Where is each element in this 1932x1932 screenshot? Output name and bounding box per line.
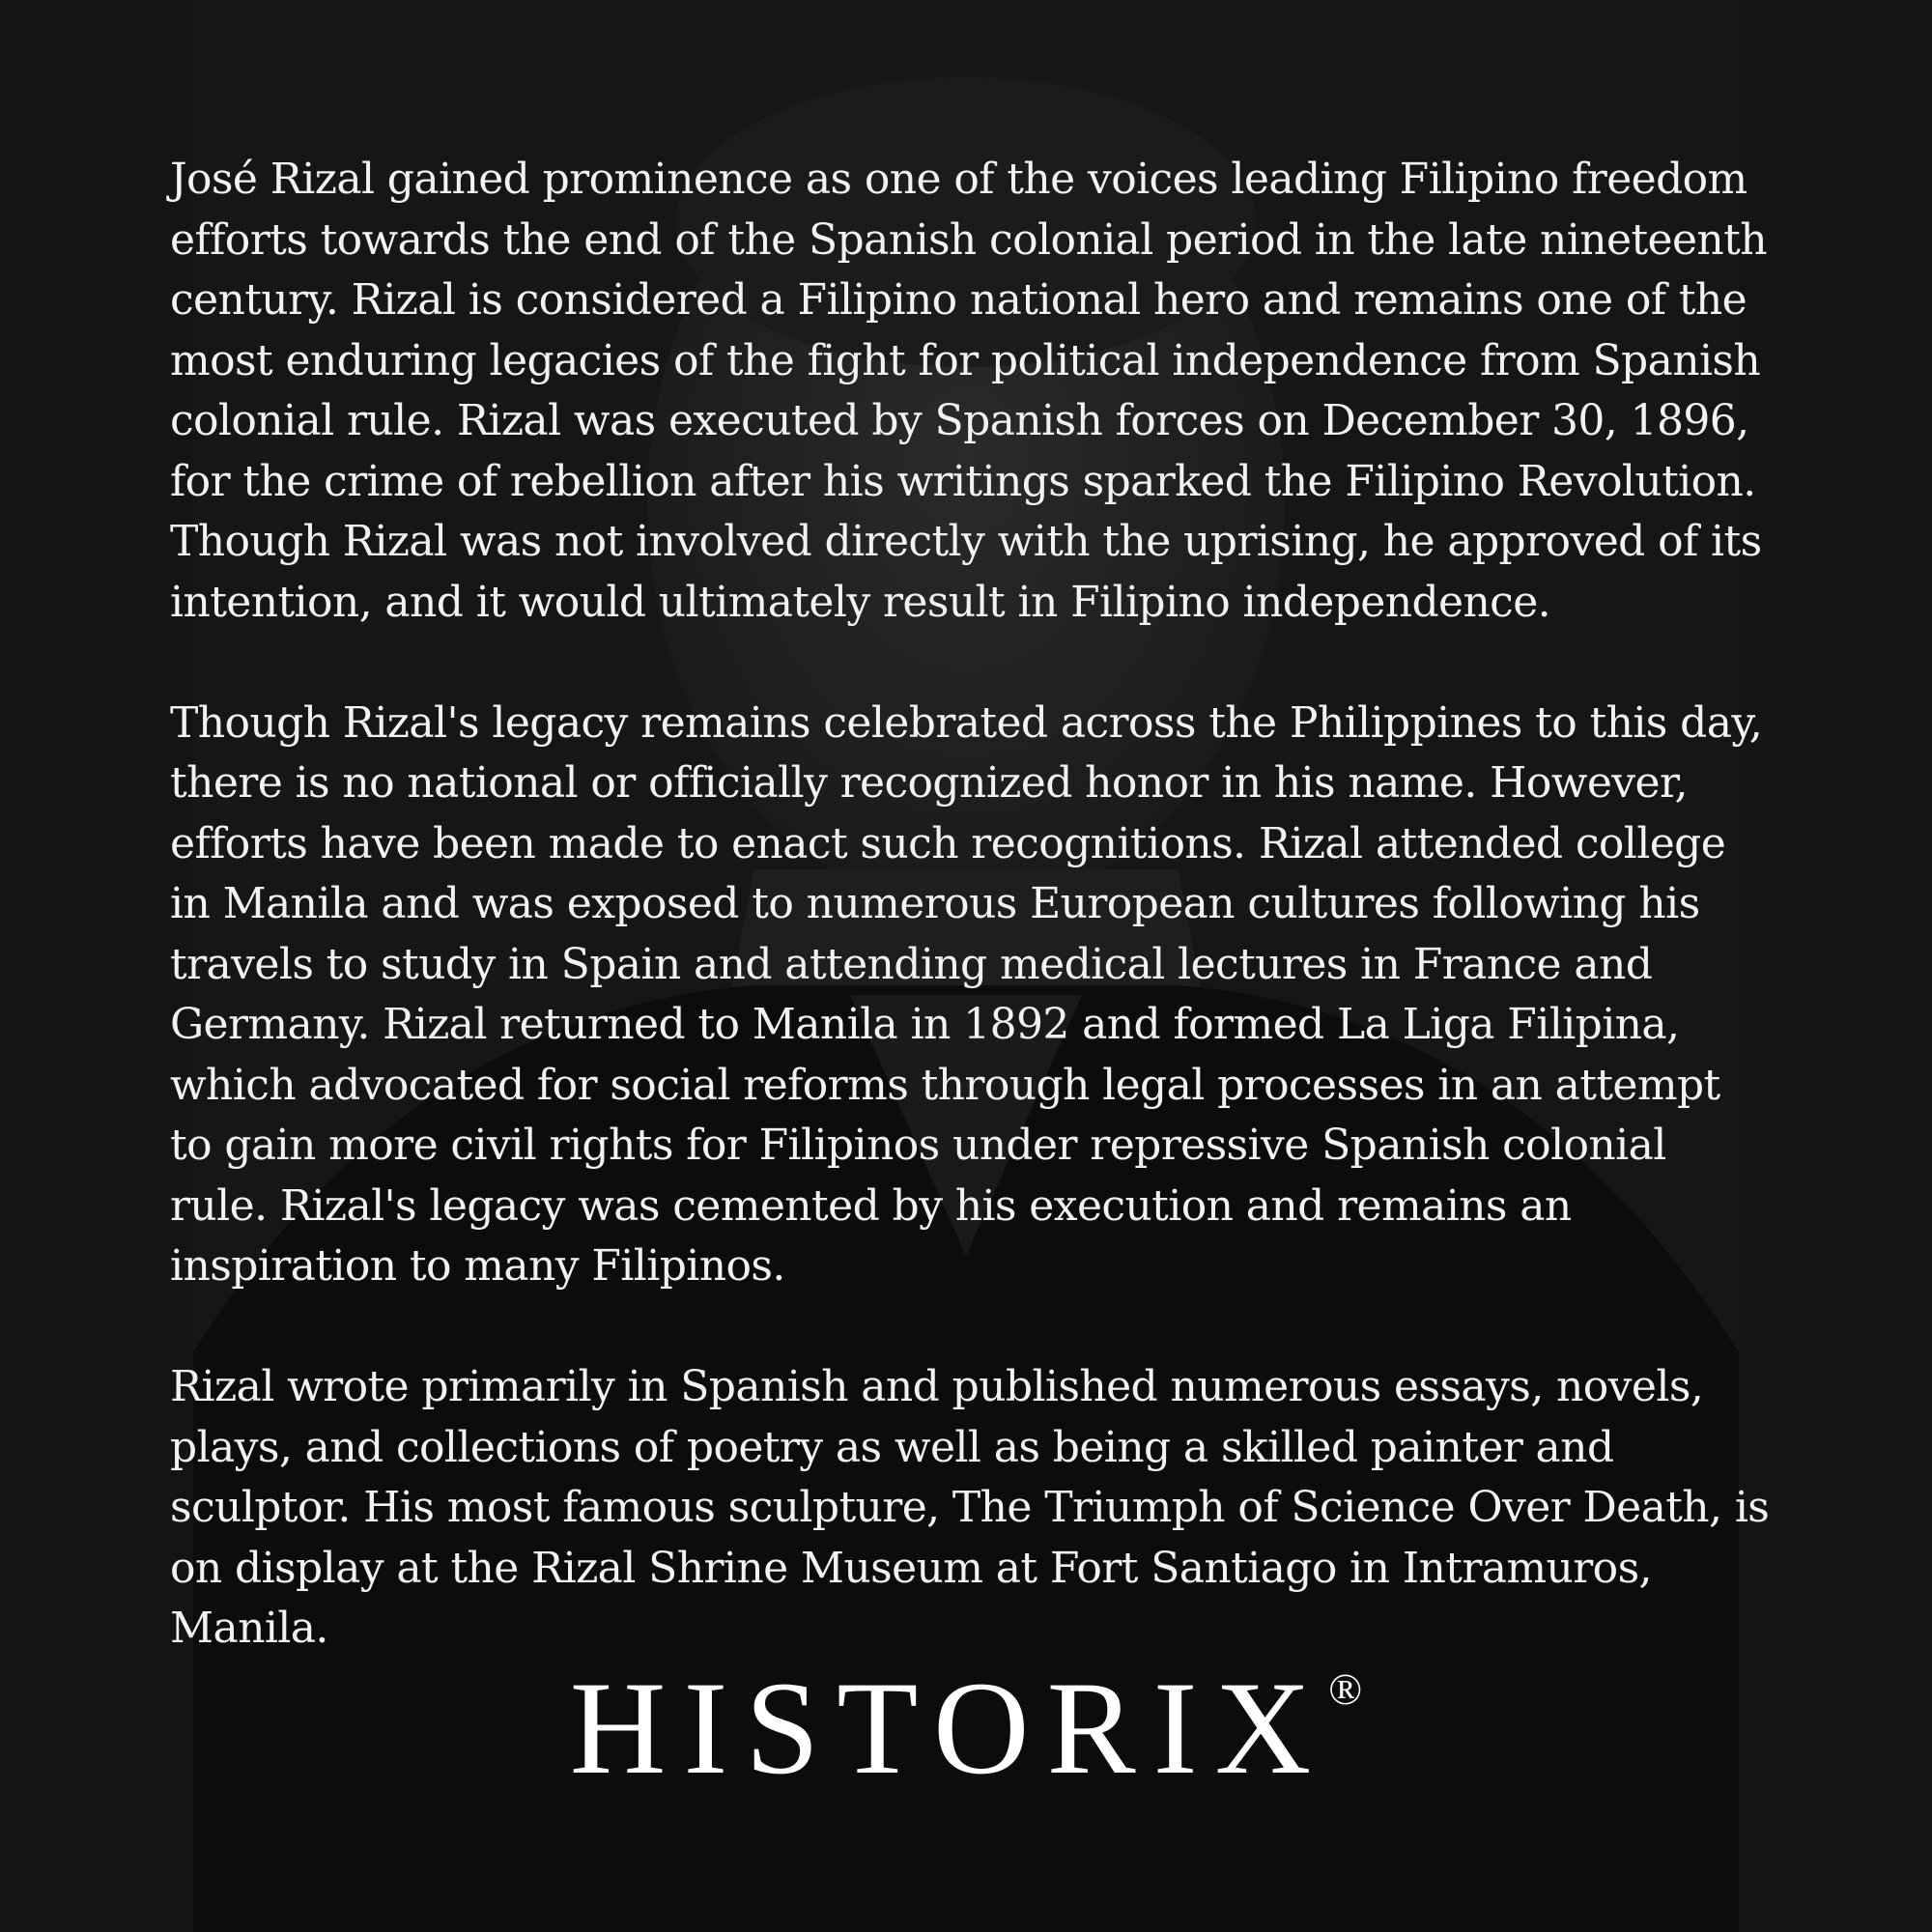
article-text — [170, 150, 1774, 1719]
paragraph-3: Rizal wrote primarily in Spanish and published numerous essays, novels, plays, and collections of poetry as well as being a skilled painter and sculptor. His most famous sculpture, The Triumph of Science Over Death, is on display at the Rizal Shrine Museum at Fort Santiago in Intramuros, Manila. — [170, 1362, 1770, 1653]
paragraph-2: Though Rizal's legacy remains celebrated across the Philippines to this day, there is no national or officially recognized honor in his name. However, efforts have been made to enact such recognitions. Rizal attended college in Manila and was exposed to numerous European cultures following his travels to study in Spain and attending medical lectures in France and Germany. Rizal returned to Manila in 1892 and formed La Liga Filipina, which advocated for social reforms through legal processes in an attempt to gain more civil rights for Filipinos under repressive Spanish colonial rule. Rizal's legacy was cemented by his execution and remains an inspiration to many Filipinos. — [170, 697, 1763, 1291]
historix-logo — [0, 1654, 1932, 1802]
registered-mark: ® — [1328, 1664, 1363, 1714]
paragraph-1: José Rizal gained prominence as one of the voices leading Filipino freedom efforts towards the end of the Spanish colonial period in the late nineteenth century. Rizal is considered a Filipino national hero and remains one of the most enduring legacies of the fight for political independence from Spanish colonial rule. Rizal was executed by Spanish forces on December 30, 1896, for the crime of rebellion after his writings sparked the Filipino Revolution. Though Rizal was not involved directly with the uprising, he approved of its intention, and it would ultimately result in Filipino independence. — [170, 155, 1767, 627]
logo-wordmark: HISTORIX — [569, 1654, 1329, 1802]
